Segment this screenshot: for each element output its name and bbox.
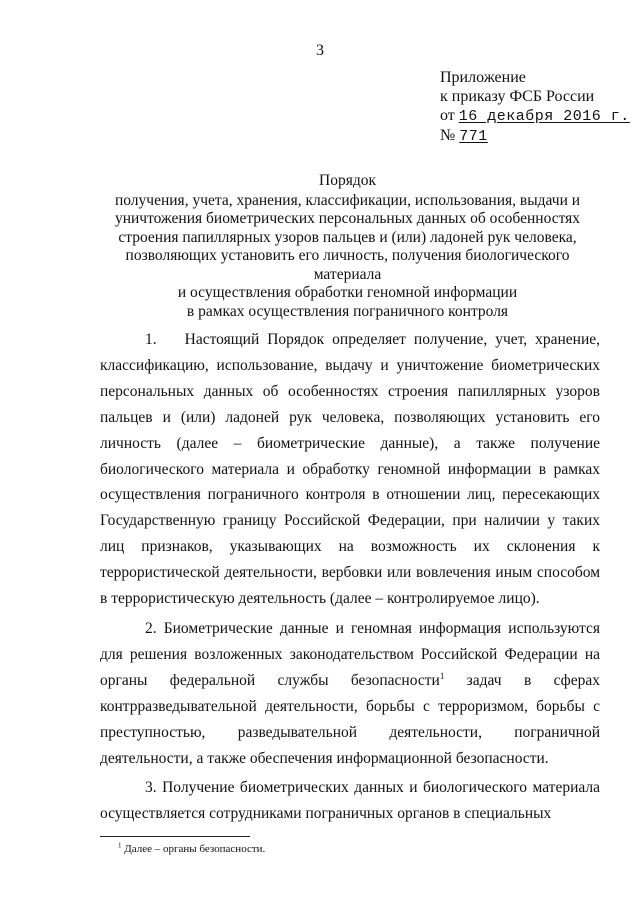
appendix-number-prefix: № [440, 127, 456, 144]
paragraph-2-text-b: задач в сферах контрразведывательной деятельности, борьбы с терроризмом, борьбы с преступностью, разведывательной деятельности, пограничной деятельности, а также обеспечения информационной безопасности. [100, 671, 600, 767]
page-number: 3 [316, 42, 324, 59]
title-line: получения, учета, хранения, классификации, использования, выдачи и [114, 191, 581, 209]
paragraph-3 [100, 775, 600, 827]
footnote-divider [100, 836, 250, 837]
footnote-mark: 1 [118, 841, 122, 850]
paragraph-2 [100, 616, 600, 771]
footnote-reference: 1 [439, 670, 445, 681]
appendix-date-line [440, 106, 630, 126]
title-line: позволяющих установить его личность, получения биологического материала [125, 247, 570, 283]
title-heading: Порядок [319, 172, 376, 189]
paragraph-1-text: Настоящий Порядок определяет получение, учет, хранение, классификацию, использование, выдачу и уничтожение биометрических персональных данных об особенностях строения папиллярных узоров пальцев и (или) ладоней рук человека, позволяющих установить его личность (далее – биометрические данные), а также получение биологического материала и обработку геномной информации в рамках осуществления пограничного контроля в отношении лиц, пересекающих Государственную границу Российской Федерации, при наличии у таких лиц признаков, указывающих на возможность их склонения к террористической деятельности, вербовки или вовлечения иным способом в террористическую деятельность (далее – контролируемое лицо). [100, 331, 600, 608]
appendix-number-line [440, 126, 630, 146]
appendix-header [440, 68, 630, 146]
paragraph-3-text: 3. Получение биометрических данных и биологического материала осуществляется сотрудниками пограничных органов в специальных [100, 779, 600, 823]
document-body [100, 327, 600, 827]
paragraph-1-number: 1. [145, 331, 157, 348]
document-title [90, 172, 605, 321]
paragraph-1 [100, 327, 600, 612]
title-line: уничтожения биометрических персональных данных об особенностях [114, 210, 581, 227]
footnote-text: Далее – органы безопасности. [121, 843, 266, 855]
appendix-number-value: 771 [459, 128, 488, 145]
paragraph-2-text-a: 2. Биометрические данные и геномная информация используются для решения возложенных законодательством Российской Федерации на органы федеральной службы безопасности [100, 619, 600, 689]
appendix-label: Приложение [440, 69, 526, 86]
appendix-order-ref: к приказу ФСБ России [440, 88, 595, 105]
appendix-date-value: 16 декабря 2016 г. [458, 108, 630, 125]
title-line: строения папиллярных узоров пальцев и (или) ладоней рук человека, [118, 228, 577, 246]
footnote [118, 843, 265, 856]
appendix-date-prefix: от [440, 107, 455, 124]
title-line: в рамках осуществления пограничного контроля [186, 302, 509, 320]
title-line: и осуществления обработки геномной информации [177, 284, 518, 301]
